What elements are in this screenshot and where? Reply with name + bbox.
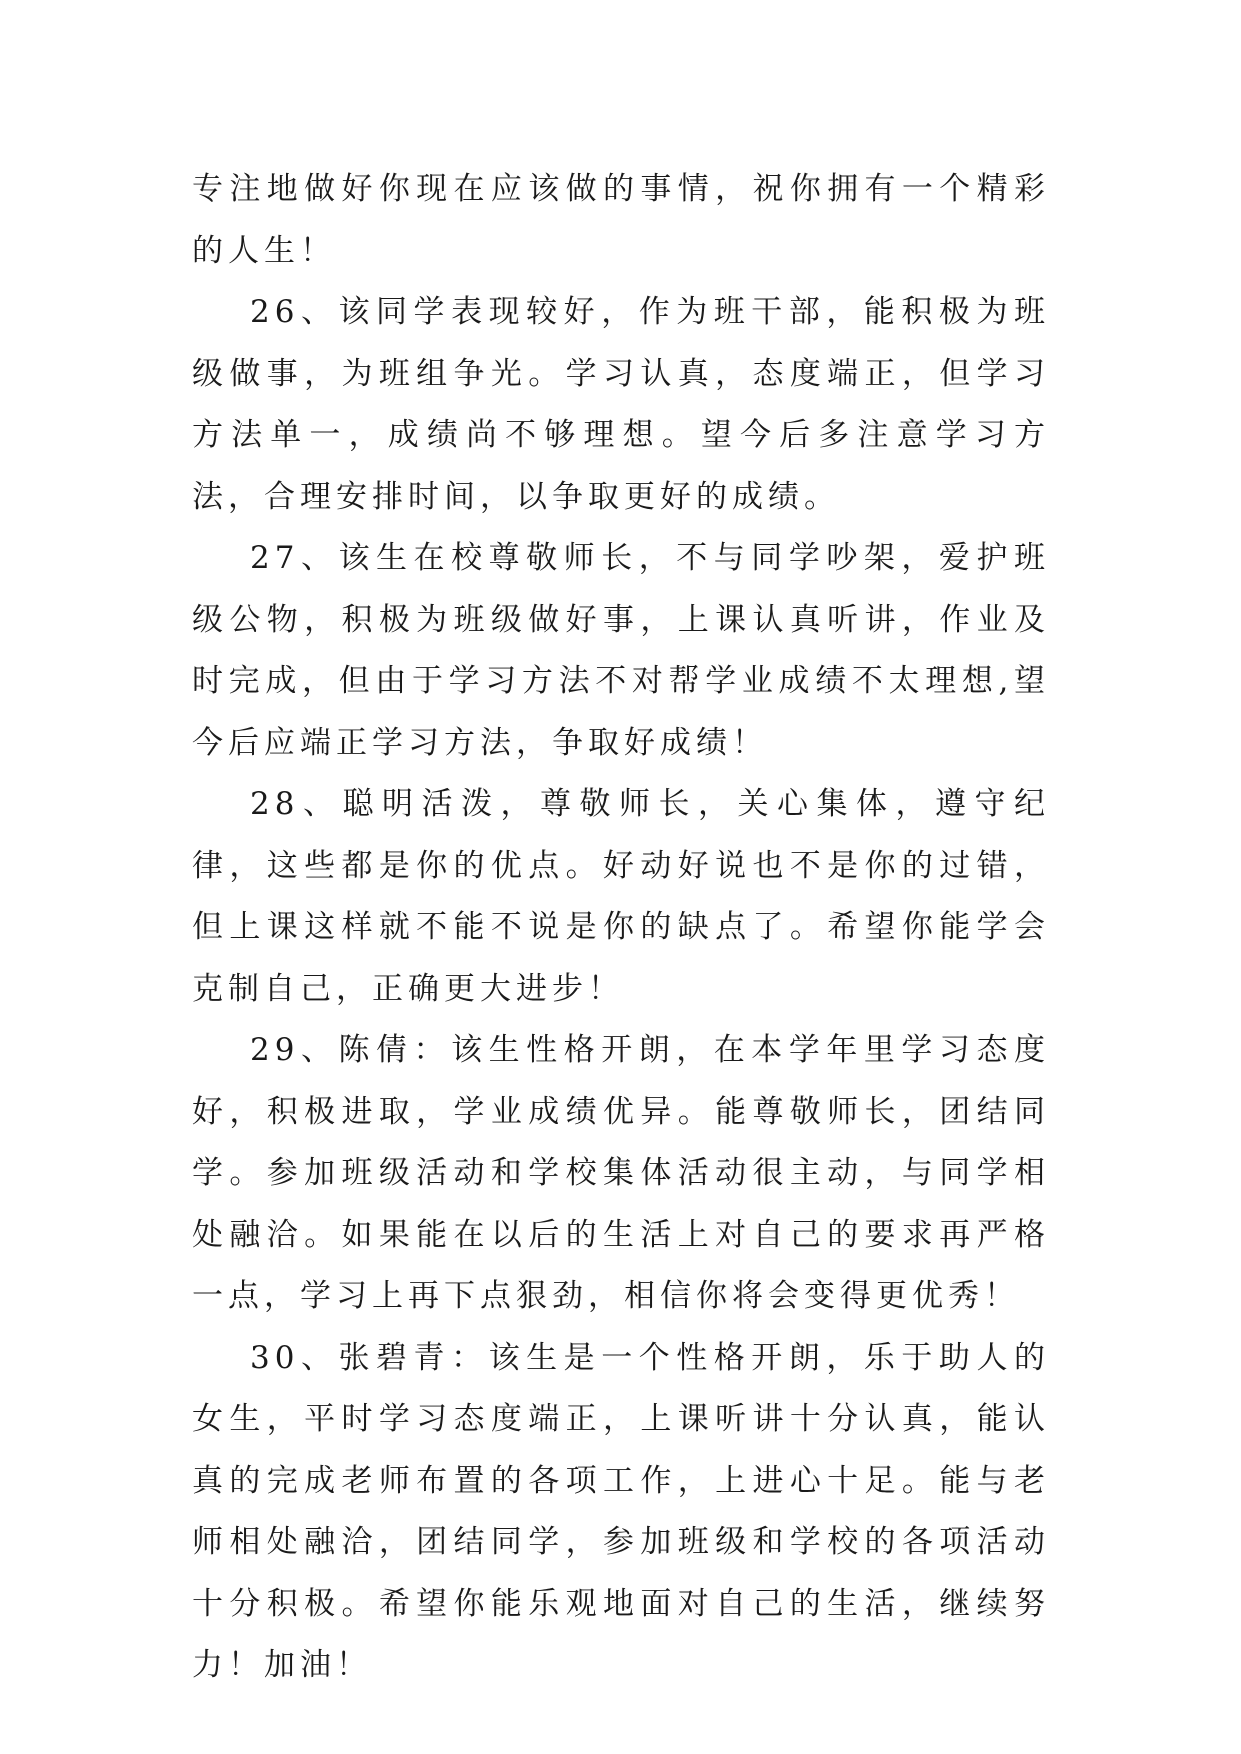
comment-27: 27、该生在校尊敬师长，不与同学吵架，爱护班级公物，积极为班级做好事，上课认真听讲，作业及时完成，但由于学习方法不对帮学业成绩不太理想,望今后应端正学习方法，争取好成绩！ [192,540,1050,761]
comment-26: 26、该同学表现较好，作为班干部，能积极为班级做事，为班组争光。学习认真，态度端正，但学习方法单一，成绩尚不够理想。望今后多注意学习方法，合理安排时间，以争取更好的成绩。 [192,294,1050,515]
comment-29: 29、陈倩：该生性格开朗，在本学年里学习态度好，积极进取，学业成绩优异。能尊敬师长，团结同学。参加班级活动和学校集体活动很主动，与同学相处融洽。如果能在以后的生活上对自己的要求再严格一点，学习上再下点狠劲，相信你将会变得更优秀！ [192,1032,1050,1314]
paragraph-continued: 专注地做好你现在应该做的事情，祝你拥有一个精彩的人生！ [192,171,1050,269]
comment-28: 28、聪明活泼，尊敬师长，关心集体，遵守纪律，这些都是你的优点。好动好说也不是你的过错，但上课这样就不能不说是你的缺点了。希望你能学会克制自己，正确更大进步！ [192,786,1050,1007]
comment-30: 30、张碧青：该生是一个性格开朗，乐于助人的女生，平时学习态度端正，上课听讲十分认真，能认真的完成老师布置的各项工作，上进心十足。能与老师相处融洽，团结同学，参加班级和学校的各项活动十分积极。希望你能乐观地面对自己的生活，继续努力！加油！ [192,1339,1050,1683]
document-body [192,159,1050,1697]
